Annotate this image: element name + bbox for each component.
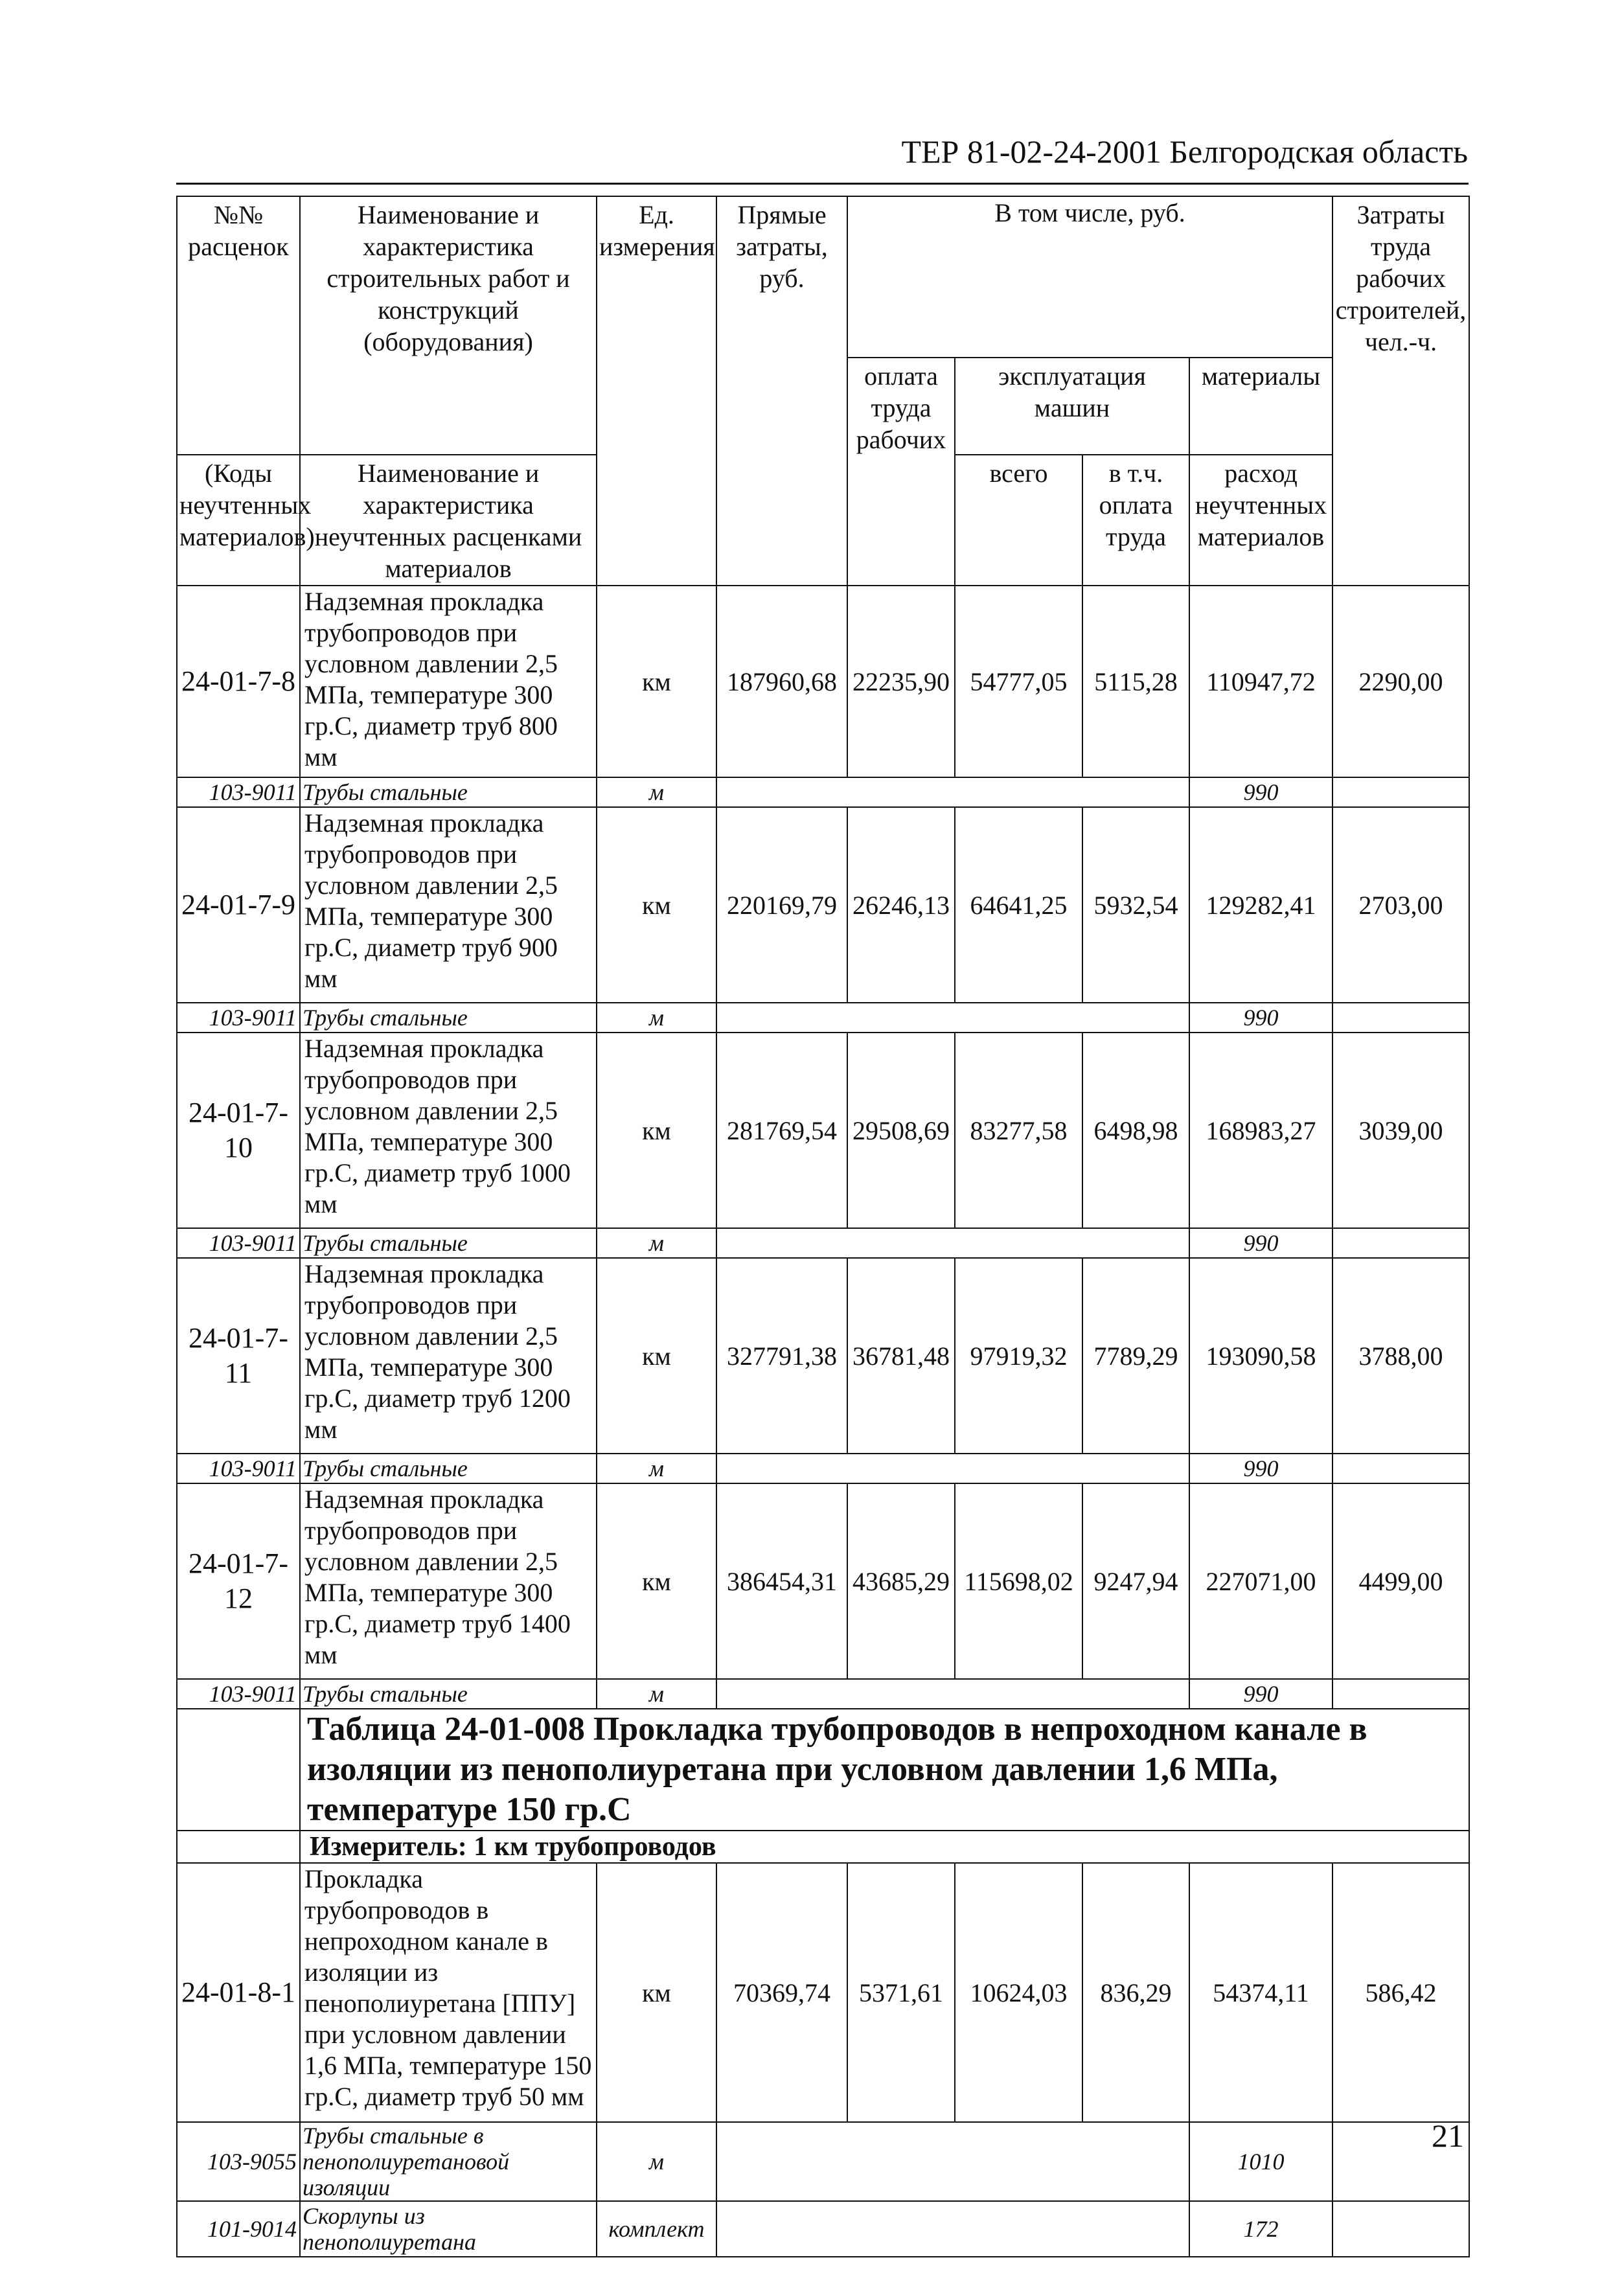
material-unit: м [597, 2122, 716, 2201]
rate-unit: км [597, 586, 716, 777]
col-header-total: всего [955, 455, 1082, 586]
material-name: Трубы стальные [300, 1454, 597, 1483]
material-blank-labor [1332, 1003, 1469, 1033]
measure-blank [177, 1831, 300, 1863]
labor-costs: 3788,00 [1332, 1258, 1469, 1454]
table-row [177, 2122, 1469, 2201]
material-code: 103-9011 [177, 1454, 300, 1483]
col-header-labor-pay: оплата труда рабочих [847, 358, 955, 586]
labor-pay: 43685,29 [847, 1483, 955, 1679]
table-row [177, 586, 1469, 777]
material-blank-labor [1332, 1679, 1469, 1709]
col-header-incl-pay: в т.ч. оплата труда [1082, 455, 1189, 586]
materials: 168983,27 [1189, 1033, 1332, 1228]
direct-costs: 327791,38 [716, 1258, 847, 1454]
rate-code: 24-01-8-1 [177, 1863, 300, 2122]
table-row [177, 1454, 1469, 1483]
table2-measure: Измеритель: 1 км трубопроводов [300, 1831, 1469, 1863]
col-header-num: №№ расценок [177, 196, 300, 358]
material-quantity: 990 [1189, 777, 1332, 807]
material-blank-labor [1332, 777, 1469, 807]
material-quantity: 990 [1189, 1003, 1332, 1033]
rate-code: 24-01-7-8 [177, 586, 300, 777]
col-header-unit: Ед. измерения [597, 196, 716, 586]
material-code: 103-9055 [177, 2122, 300, 2201]
materials: 110947,72 [1189, 586, 1332, 777]
machines-total: 97919,32 [955, 1258, 1082, 1454]
rate-code: 24-01-7-11 [177, 1258, 300, 1454]
table-row [177, 1228, 1469, 1258]
rate-description: Надземная прокладка трубопроводов при условном давлении 2,5 МПа, температуре 300 гр.С, диаметр труб 1200 мм [300, 1258, 597, 1454]
machines-labor-pay: 5932,54 [1082, 807, 1189, 1003]
material-quantity: 990 [1189, 1454, 1332, 1483]
table-row [177, 1258, 1469, 1454]
page-number: 21 [1432, 2118, 1464, 2154]
material-unit: комплект [597, 2201, 716, 2257]
material-blank [716, 1228, 1189, 1258]
direct-costs: 386454,31 [716, 1483, 847, 1679]
material-blank-labor [1332, 2201, 1469, 2257]
table-row [177, 1709, 1469, 1831]
rate-description: Прокладка трубопроводов в непроходном канале в изоляции из пенополиуретана [ППУ] при условном давлении 1,6 МПа, температуре 150 гр.С, диаметр труб 50 мм [300, 1863, 597, 2122]
material-blank [716, 1003, 1189, 1033]
labor-costs: 586,42 [1332, 1863, 1469, 2122]
materials: 129282,41 [1189, 807, 1332, 1003]
material-quantity: 990 [1189, 1228, 1332, 1258]
rate-unit: км [597, 807, 716, 1003]
col-header-mat-consumption: расход неучтенных материалов [1189, 455, 1332, 586]
material-unit: м [597, 1454, 716, 1483]
rate-unit: км [597, 1258, 716, 1454]
table-row [177, 807, 1469, 1003]
table-row [177, 1831, 1469, 1863]
col-header-unaccounted-name: Наименование и характеристика неучтенных расценками материалов [300, 455, 597, 586]
table-row [177, 1679, 1469, 1709]
table-row [177, 1483, 1469, 1679]
material-code: 103-9011 [177, 1228, 300, 1258]
table-row [177, 1863, 1469, 2122]
col-header-materials: материалы [1189, 358, 1332, 455]
material-blank [716, 2201, 1189, 2257]
labor-pay: 26246,13 [847, 807, 955, 1003]
material-quantity: 172 [1189, 2201, 1332, 2257]
labor-costs: 2290,00 [1332, 586, 1469, 777]
rate-description: Надземная прокладка трубопроводов при условном давлении 2,5 МПа, температуре 300 гр.С, диаметр труб 900 мм [300, 807, 597, 1003]
labor-costs: 2703,00 [1332, 807, 1469, 1003]
material-name: Трубы стальные [300, 1679, 597, 1709]
header-rule [176, 183, 1469, 185]
table-row [177, 2201, 1469, 2257]
machines-total: 83277,58 [955, 1033, 1082, 1228]
table-row [177, 1033, 1469, 1228]
machines-total: 64641,25 [955, 807, 1082, 1003]
machines-labor-pay: 5115,28 [1082, 586, 1189, 777]
material-code: 101-9014 [177, 2201, 300, 2257]
material-blank [716, 2122, 1189, 2201]
material-name: Трубы стальные [300, 1228, 597, 1258]
labor-pay: 22235,90 [847, 586, 955, 777]
material-blank [716, 1679, 1189, 1709]
material-name: Скорлупы из пенополиуретана [300, 2201, 597, 2257]
rates-table [176, 196, 1470, 2257]
rate-description: Надземная прокладка трубопроводов при условном давлении 2,5 МПа, температуре 300 гр.С, диаметр труб 800 мм [300, 586, 597, 777]
materials: 227071,00 [1189, 1483, 1332, 1679]
labor-costs: 4499,00 [1332, 1483, 1469, 1679]
rate-code: 24-01-7-12 [177, 1483, 300, 1679]
rate-description: Надземная прокладка трубопроводов при условном давлении 2,5 МПа, температуре 300 гр.С, диаметр труб 1400 мм [300, 1483, 597, 1679]
material-unit: м [597, 1003, 716, 1033]
direct-costs: 281769,54 [716, 1033, 847, 1228]
col-header-direct: Прямые затраты, руб. [716, 196, 847, 586]
material-blank-labor [1332, 1228, 1469, 1258]
material-code: 103-9011 [177, 1679, 300, 1709]
labor-pay: 29508,69 [847, 1033, 955, 1228]
table-row [177, 777, 1469, 807]
material-quantity: 1010 [1189, 2122, 1332, 2201]
machines-total: 115698,02 [955, 1483, 1082, 1679]
rate-unit: км [597, 1033, 716, 1228]
labor-pay: 5371,61 [847, 1863, 955, 2122]
machines-total: 10624,03 [955, 1863, 1082, 2122]
rate-unit: км [597, 1483, 716, 1679]
table2-title: Таблица 24-01-008 Прокладка трубопроводов в непроходном канале в изоляции из пенополиуретана при условном давлении 1,6 МПа, температуре 150 гр.С [300, 1709, 1469, 1831]
material-name: Трубы стальные в пенополиуретановой изоляции [300, 2122, 597, 2201]
direct-costs: 220169,79 [716, 807, 847, 1003]
machines-labor-pay: 6498,98 [1082, 1033, 1189, 1228]
labor-pay: 36781,48 [847, 1258, 955, 1454]
materials: 193090,58 [1189, 1258, 1332, 1454]
material-unit: м [597, 777, 716, 807]
material-name: Трубы стальные [300, 777, 597, 807]
col-header-machines: эксплуатация машин [955, 358, 1189, 455]
direct-costs: 187960,68 [716, 586, 847, 777]
material-code: 103-9011 [177, 1003, 300, 1033]
table-row [177, 1003, 1469, 1033]
material-blank [716, 1454, 1189, 1483]
col-header-name: Наименование и характеристика строительных работ и конструкций (оборудования) [300, 196, 597, 358]
material-unit: м [597, 1228, 716, 1258]
rate-code: 24-01-7-10 [177, 1033, 300, 1228]
material-blank-labor [1332, 1454, 1469, 1483]
material-unit: м [597, 1679, 716, 1709]
material-quantity: 990 [1189, 1679, 1332, 1709]
col-header-codes: (Коды неучтенных материалов) [177, 455, 300, 586]
machines-labor-pay: 9247,94 [1082, 1483, 1189, 1679]
rate-unit: км [597, 1863, 716, 2122]
material-name: Трубы стальные [300, 1003, 597, 1033]
col-header-labor-costs: Затраты труда рабочих строителей, чел.-ч. [1332, 196, 1469, 586]
materials: 54374,11 [1189, 1863, 1332, 2122]
col-header-including: В том числе, руб. [847, 196, 1332, 358]
title-blank [177, 1709, 300, 1831]
document-header: ТЕР 81-02-24-2001 Белгородская область [901, 133, 1468, 170]
rate-code: 24-01-7-9 [177, 807, 300, 1003]
material-blank [716, 777, 1189, 807]
material-code: 103-9011 [177, 777, 300, 807]
rate-description: Надземная прокладка трубопроводов при условном давлении 2,5 МПа, температуре 300 гр.С, диаметр труб 1000 мм [300, 1033, 597, 1228]
machines-labor-pay: 7789,29 [1082, 1258, 1189, 1454]
labor-costs: 3039,00 [1332, 1033, 1469, 1228]
direct-costs: 70369,74 [716, 1863, 847, 2122]
machines-total: 54777,05 [955, 586, 1082, 777]
machines-labor-pay: 836,29 [1082, 1863, 1189, 2122]
